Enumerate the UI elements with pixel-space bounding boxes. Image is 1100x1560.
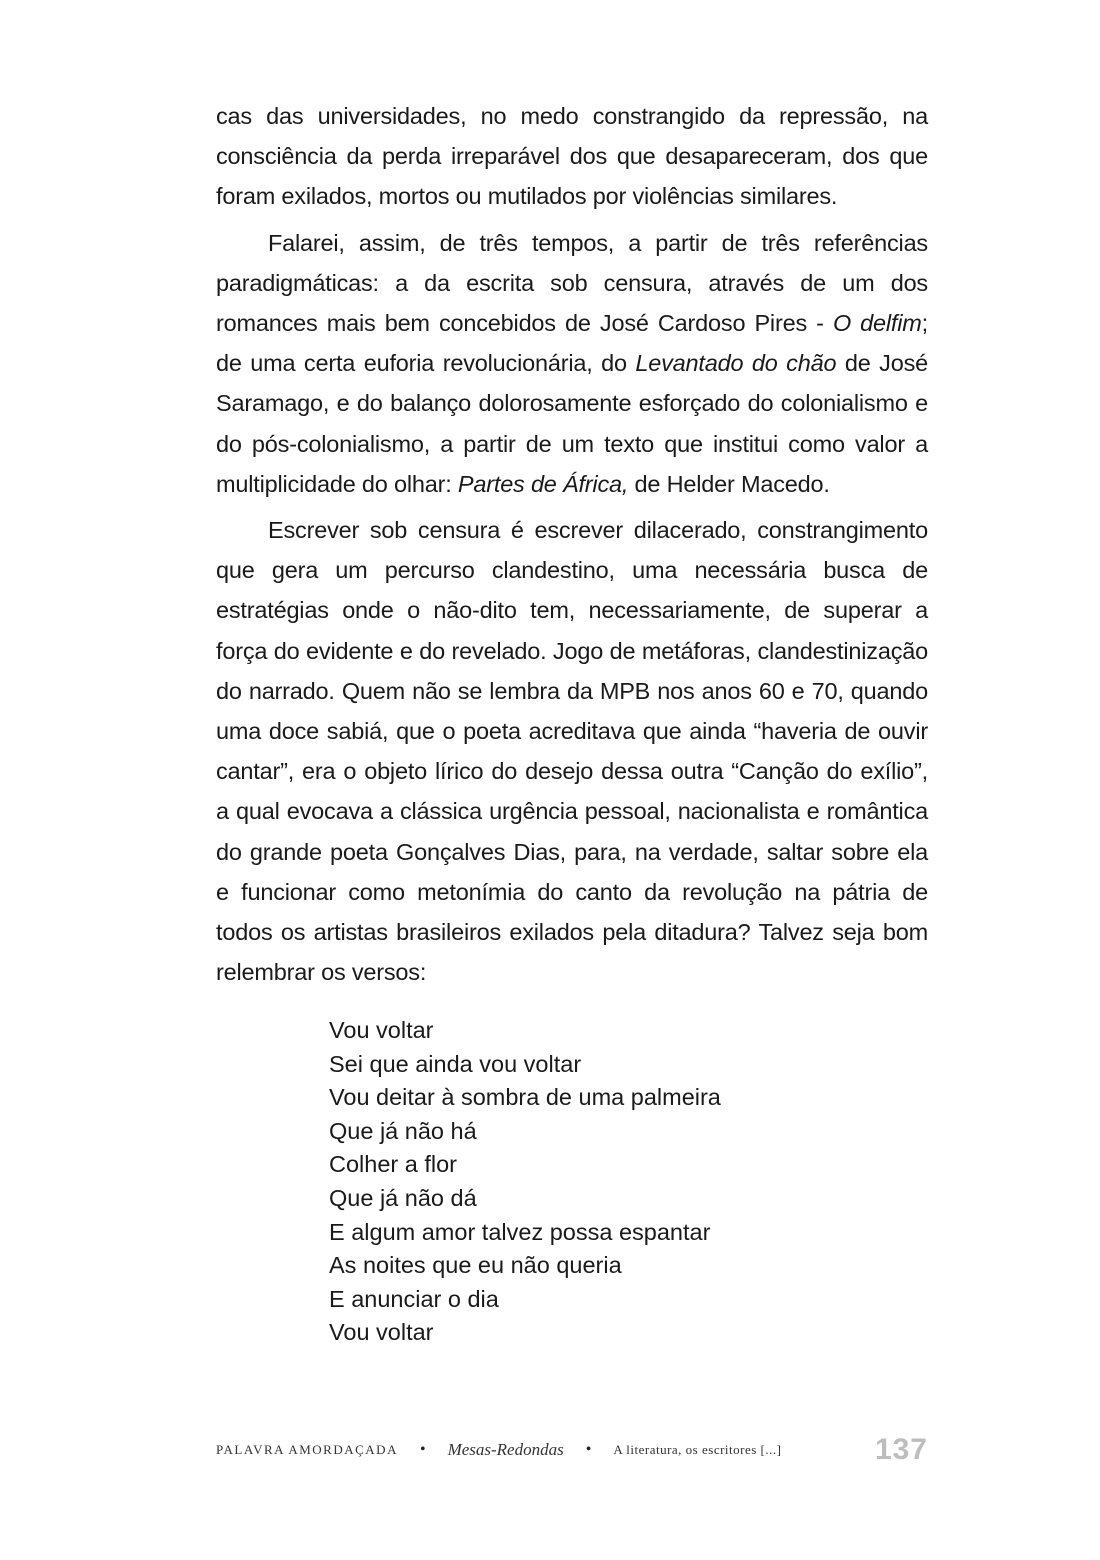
paragraph-2-text-c: de José Saramago, e do balanço dolorosamente esforçado do colonialismo e do pós-colonialismo, a partir de um texto que institui como valor a multiplicidade do olhar: (216, 350, 928, 497)
book-title-partes-de-africa: Partes de África, (457, 470, 629, 497)
poem-line: As noites que eu não queria (329, 1252, 622, 1279)
page-footer (216, 1432, 928, 1468)
paragraph-3 (216, 510, 928, 992)
book-title-o-delfim: O delfim (832, 310, 922, 337)
paragraph-2-text-d: de Helder Macedo. (628, 470, 830, 497)
main-text (216, 96, 928, 998)
poem-line: E anunciar o dia (329, 1285, 499, 1312)
footer-bullet: • (585, 1441, 592, 1458)
paragraph-2-text-a: Falarei, assim, de três tempos, a partir de três referências paradigmáticas: a da escrita sob censura, através de um dos romances mais bem concebidos de José Cardoso Pires - (216, 229, 928, 337)
series-title: Mesas-Redondas (447, 1440, 564, 1459)
running-title: PALAVRA AMORDAÇADA (216, 1442, 398, 1457)
poem-line: Vou voltar (329, 1319, 434, 1346)
poem-quote (329, 1014, 889, 1350)
poem-line: Vou voltar (329, 1017, 434, 1043)
footer-bullet: • (419, 1441, 426, 1458)
page-number: 137 (874, 1433, 928, 1466)
paragraph-1-text: cas das universidades, no medo constrangido da repressão, na consciência da perda irreparável dos que desapareceram, dos que foram exilados, mortos ou mutilados por violências similares. (216, 103, 928, 210)
poem-line: Que já não dá (329, 1184, 477, 1211)
paragraph-1 (216, 96, 928, 217)
poem-line: Colher a flor (329, 1151, 457, 1178)
poem-line: Que já não há (329, 1117, 477, 1144)
poem-line: E algum amor talvez possa espantar (329, 1218, 711, 1245)
paragraph-2-text-b: ; de uma certa euforia revolucionária, do (216, 310, 928, 377)
footer-subtitle: A literatura, os escritores [...] (613, 1442, 782, 1457)
paragraph-3-text: Escrever sob censura é escrever dilacerado, constrangimento que gera um percurso clandestino, uma necessária busca de estratégias onde o não-dito tem, necessariamente, de superar a força do evidente e do revelado. Jogo de metáforas, clandestinização do narrado. Quem não se lembra da MPB nos anos 60 e 70, quando uma doce sabiá, que o poeta acreditava que ainda “haveria de ouvir cantar”, era o objeto lírico do desejo dessa outra “Canção do exílio”, a qual evocava a clássica urgência pessoal, nacionalista e romântica do grande poeta Gonçalves Dias, para, na verdade, saltar sobre ela e funcionar como metonímia do canto da revolução na pátria de todos os artistas brasileiros exilados pela ditadura? Talvez seja bom relembrar os versos: (216, 517, 928, 986)
poem-line: Sei que ainda vou voltar (329, 1050, 582, 1077)
book-title-levantado-do-chao: Levantado do chão (635, 350, 837, 377)
poem-line: Vou deitar à sombra de uma palmeira (329, 1084, 721, 1111)
paragraph-2 (216, 223, 928, 504)
